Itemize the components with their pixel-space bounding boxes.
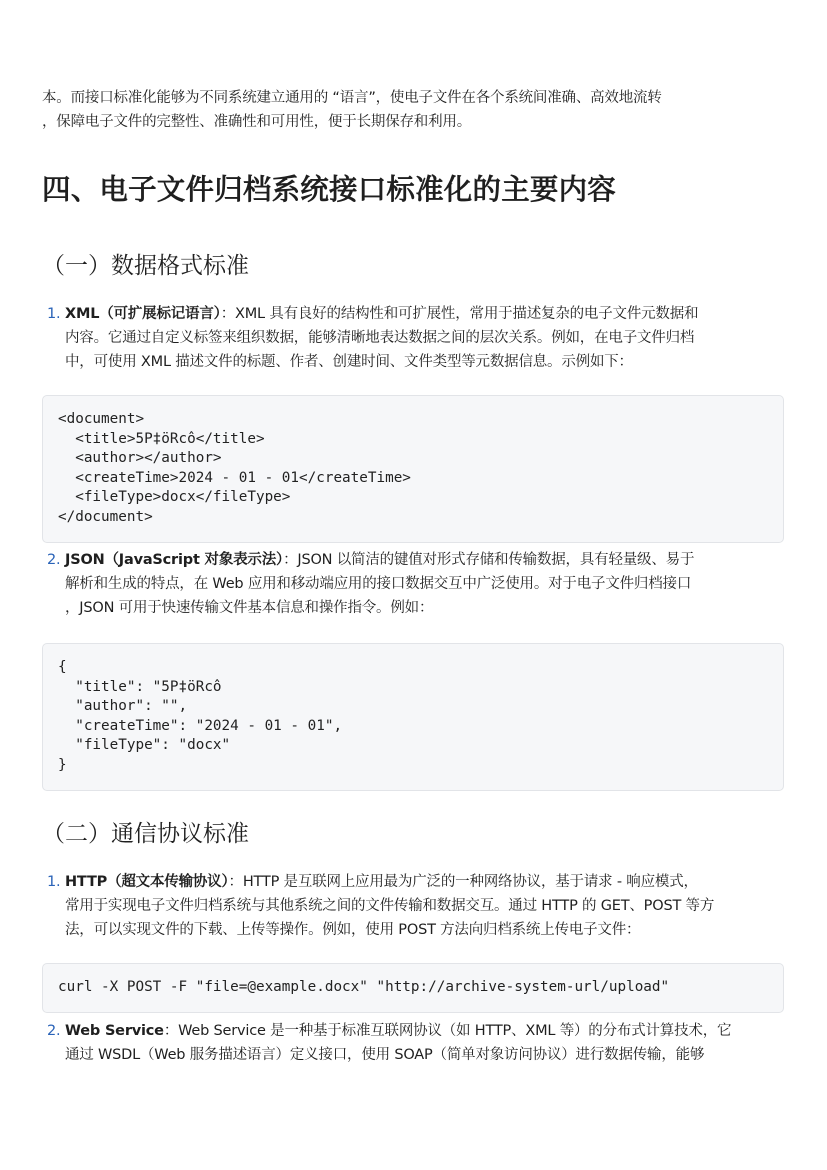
list-item-web-service: 2. Web Service：Web Service 是一种基于标准互联网协议（如 HTTP、XML 等）的分布式计算技术，它 通过 WSDL（Web 服务描述语言）定义接口，使用 SOAP（简单对象访问协议）进行数据传输，能够 — [42, 1019, 812, 1067]
code-line: <fileType>docx</fileType> — [58, 489, 291, 506]
intro-line: ，保障电子文件的完整性、准确性和可用性，便于长期保存和利用。 — [42, 114, 471, 130]
code-line: </document> — [58, 508, 153, 525]
list-item-json: 2. JSON（JavaScript 对象表示法）：JSON 以简洁的键值对形式存储和传输数据，具有轻量级、易于 解析和生成的特点，在 Web 应用和移动端应用的接口数据交互中广泛使用。对于电子文件归档接口 ，JSON 可用于快速传输文件基本信息和操作指令。例如： — [42, 548, 812, 620]
list-number: 1. — [47, 874, 61, 890]
code-line: "fileType": "docx" — [58, 737, 231, 754]
term-json: JSON（JavaScript 对象表示法） — [65, 552, 284, 568]
section-title: 四、电子文件归档系统接口标准化的主要内容 — [42, 173, 617, 206]
list-item-xml: 1. XML（可扩展标记语言）：XML 具有良好的结构性和可扩展性，常用于描述复杂的电子文件元数据和 内容。它通过自定义标签来组织数据，能够清晰地表达数据之间的层次关系。例如，在电子文件归档 中，可使用 XML 描述文件的标题、作者、创建时间、文件类型等元数据信息。示例如下： — [42, 302, 812, 374]
intro-line: 本。而接口标准化能够为不同系统建立通用的 “语言”，使电子文件在各个系统间准确、高效地流转 — [42, 90, 662, 106]
term-web-service: Web Service — [65, 1023, 164, 1039]
list-number: 2. — [47, 1023, 61, 1039]
term-http: HTTP（超文本传输协议） — [65, 874, 229, 890]
code-line: <document> — [58, 411, 145, 427]
list-number: 2. — [47, 552, 61, 568]
code-line: <title>5P‡öRcô</title> — [58, 430, 265, 447]
code-line: "author": "", — [58, 698, 188, 715]
code-line: <createTime>2024 - 01 - 01</createTime> — [58, 469, 411, 486]
intro-paragraph — [42, 86, 792, 134]
list-item-http: 1. HTTP（超文本传输协议）：HTTP 是互联网上应用最为广泛的一种网络协议，基于请求 - 响应模式， 常用于实现电子文件归档系统与其他系统之间的文件传输和数据交互。通过 HTTP 的 GET、POST 等方 法，可以实现文件的下载、上传等操作。例如，使用 POST 方法向归档系统上传电子文件： — [42, 870, 812, 942]
code-line: "title": "5P‡öRcô — [58, 678, 222, 695]
code-block-json — [42, 643, 784, 791]
code-line: } — [58, 756, 67, 773]
code-block-curl — [42, 963, 784, 1013]
subsection-title-protocol: （二）通信协议标准 — [42, 821, 249, 847]
code-line: curl -X POST -F "file=@example.docx" "http://archive-system-url/upload" — [58, 979, 670, 995]
term-xml: XML（可扩展标记语言） — [65, 306, 221, 322]
code-line: <author></author> — [58, 450, 222, 467]
code-line: "createTime": "2024 - 01 - 01", — [58, 717, 343, 734]
code-line: { — [58, 659, 67, 675]
subsection-title-data-format: （一）数据格式标准 — [42, 253, 249, 279]
code-block-xml — [42, 395, 784, 543]
list-number: 1. — [47, 306, 61, 322]
